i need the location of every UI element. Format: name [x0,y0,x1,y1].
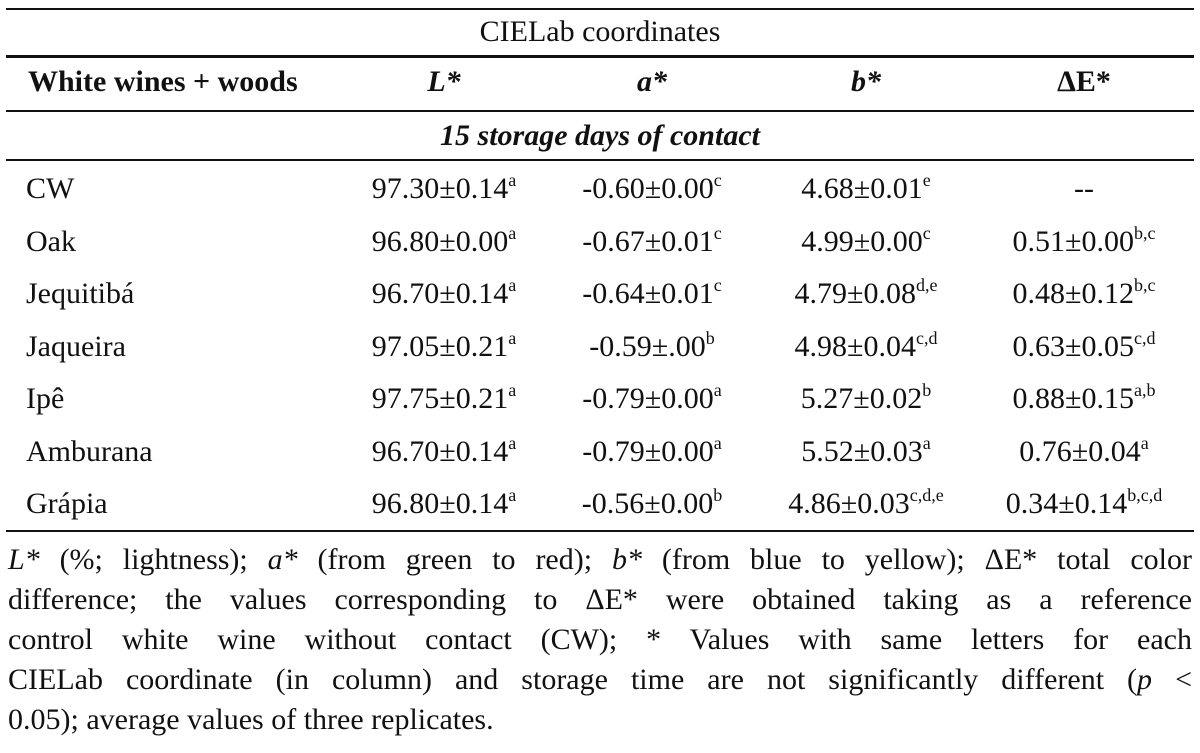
row-sample-name: CW [26,172,75,205]
table-row [0,478,1200,530]
cell-a: -0.60±0.00$^c$ [582,170,722,205]
footnote-line-1: L* (%; lightness); a* (from green to red); b* (from blue to yellow); ΔE* total color [8,543,1193,576]
significance-letters: c [713,170,722,190]
section-rule [6,159,1194,161]
top-rule [6,8,1194,10]
significance-letters: a [508,170,517,190]
significance-letters: c,d [1133,327,1156,348]
significance-letters: c,d [915,327,938,348]
table-row [0,163,1200,215]
row-sample-name: Jequitibá [26,277,135,310]
cell-de: $0.63\pm 0.05^{c,d}$ [1012,327,1156,363]
significance-letters: a [713,380,722,400]
significance-letters: a [508,485,517,505]
significance-letters: b,c [1133,275,1156,295]
row-sample-name: Grápia [26,487,108,520]
cell-l: 97.75±0.21$^a$ [371,380,517,415]
cell-l: 96.70±0.14$^a$ [371,432,517,468]
cell-a: -0.67±0.01$^c$ [582,222,722,258]
cell-b: 5.52±0.03$^a$ [801,432,931,468]
significance-letters: b,c [1133,222,1156,243]
cell-l: 96.80±0.00$^a$ [371,222,517,258]
significance-letters: b [922,380,932,400]
cell-l: 97.30±0.14$^a$ [371,170,517,205]
table-row [0,426,1200,478]
significance-letters: a [508,275,517,295]
cell-de: -- [1074,172,1094,205]
header-sample: White wines + woods [28,65,298,98]
caption-rule [6,55,1194,58]
table-row [0,373,1200,425]
table-row [0,321,1200,373]
cell-de: 0.76±0.04$^a$ [1019,432,1149,468]
table-row [0,216,1200,268]
cell-a: -0.59±.00$^b$ [589,327,715,363]
cell-l: 96.80±0.14$^a$ [371,485,517,520]
cell-de: $0.88\pm 0.15^{a,b}$ [1012,380,1156,415]
significance-letters: b [713,485,723,505]
cell-a: -0.64±0.01$^c$ [582,275,722,310]
cell-a: -0.79±0.00$^a$ [582,432,722,468]
section-label: 15 storage days of contact [440,119,760,152]
footnote-line-5: 0.05); average values of three replicates. [8,703,494,736]
header-rule [6,110,1194,112]
cell-b: 5.27±0.02$^b$ [800,380,932,415]
header-b: b* [851,65,881,98]
cell-b: 4.68±0.01$^e$ [801,170,931,205]
cell-l: 97.05±0.21$^a$ [371,327,517,363]
row-sample-name: Oak [26,224,76,258]
header-l: L* [427,65,461,98]
significance-letters: a [922,432,931,453]
significance-letters: a [508,380,517,400]
cell-b: $4.86\pm 0.03^{c,d,e}$ [788,485,944,520]
header-delta-e: ΔE* [1057,65,1111,98]
cell-b: 4.99±0.00$^c$ [801,222,931,258]
cell-de: $0.48\pm 0.12^{b,c}$ [1012,275,1156,310]
significance-letters: c,d,e [909,485,944,505]
significance-letters: a [508,222,517,243]
significance-letters: b,c,d [1127,485,1163,505]
table-row [0,268,1200,320]
cell-l: 96.70±0.14$^a$ [371,275,517,310]
footnote-line-3: control white wine without contact (CW); * Values with same letters for each [8,623,1192,656]
significance-letters: a [508,327,517,348]
significance-letters: d,e [915,275,938,295]
significance-letters: a [713,432,722,453]
footnote-line-2: difference; the values corresponding to ΔE* were obtained taking as a reference [8,583,1192,616]
significance-letters: c [922,222,931,243]
significance-letters: c [713,222,722,243]
cell-b: $4.98\pm 0.04^{c,d}$ [794,327,938,363]
bottom-rule [6,530,1194,532]
table-footnote [8,540,1192,740]
row-sample-name: Ipê [26,382,65,415]
cell-b: $4.79\pm 0.08^{d,e}$ [794,275,938,310]
significance-letters: c [713,275,722,295]
row-sample-name: Amburana [26,434,153,468]
cell-a: -0.56±0.00$^b$ [581,485,723,520]
table-caption: CIELab coordinates [479,15,721,48]
row-sample-name: Jaqueira [26,329,126,363]
cell-de: $0.34\pm 0.14^{b,c,d}$ [1005,485,1163,520]
significance-letters: a,b [1133,380,1156,400]
significance-letters: a [508,432,517,453]
footnote-line-4: CIELab coordinate (in column) and storage time are not significantly different (p < [8,663,1192,696]
cell-de: $0.51\pm 0.00^{b,c}$ [1012,222,1156,258]
cell-a: -0.79±0.00$^a$ [582,380,722,415]
header-a: a* [637,65,667,98]
significance-letters: e [922,170,931,190]
significance-letters: b [705,327,715,348]
significance-letters: a [1140,432,1149,453]
